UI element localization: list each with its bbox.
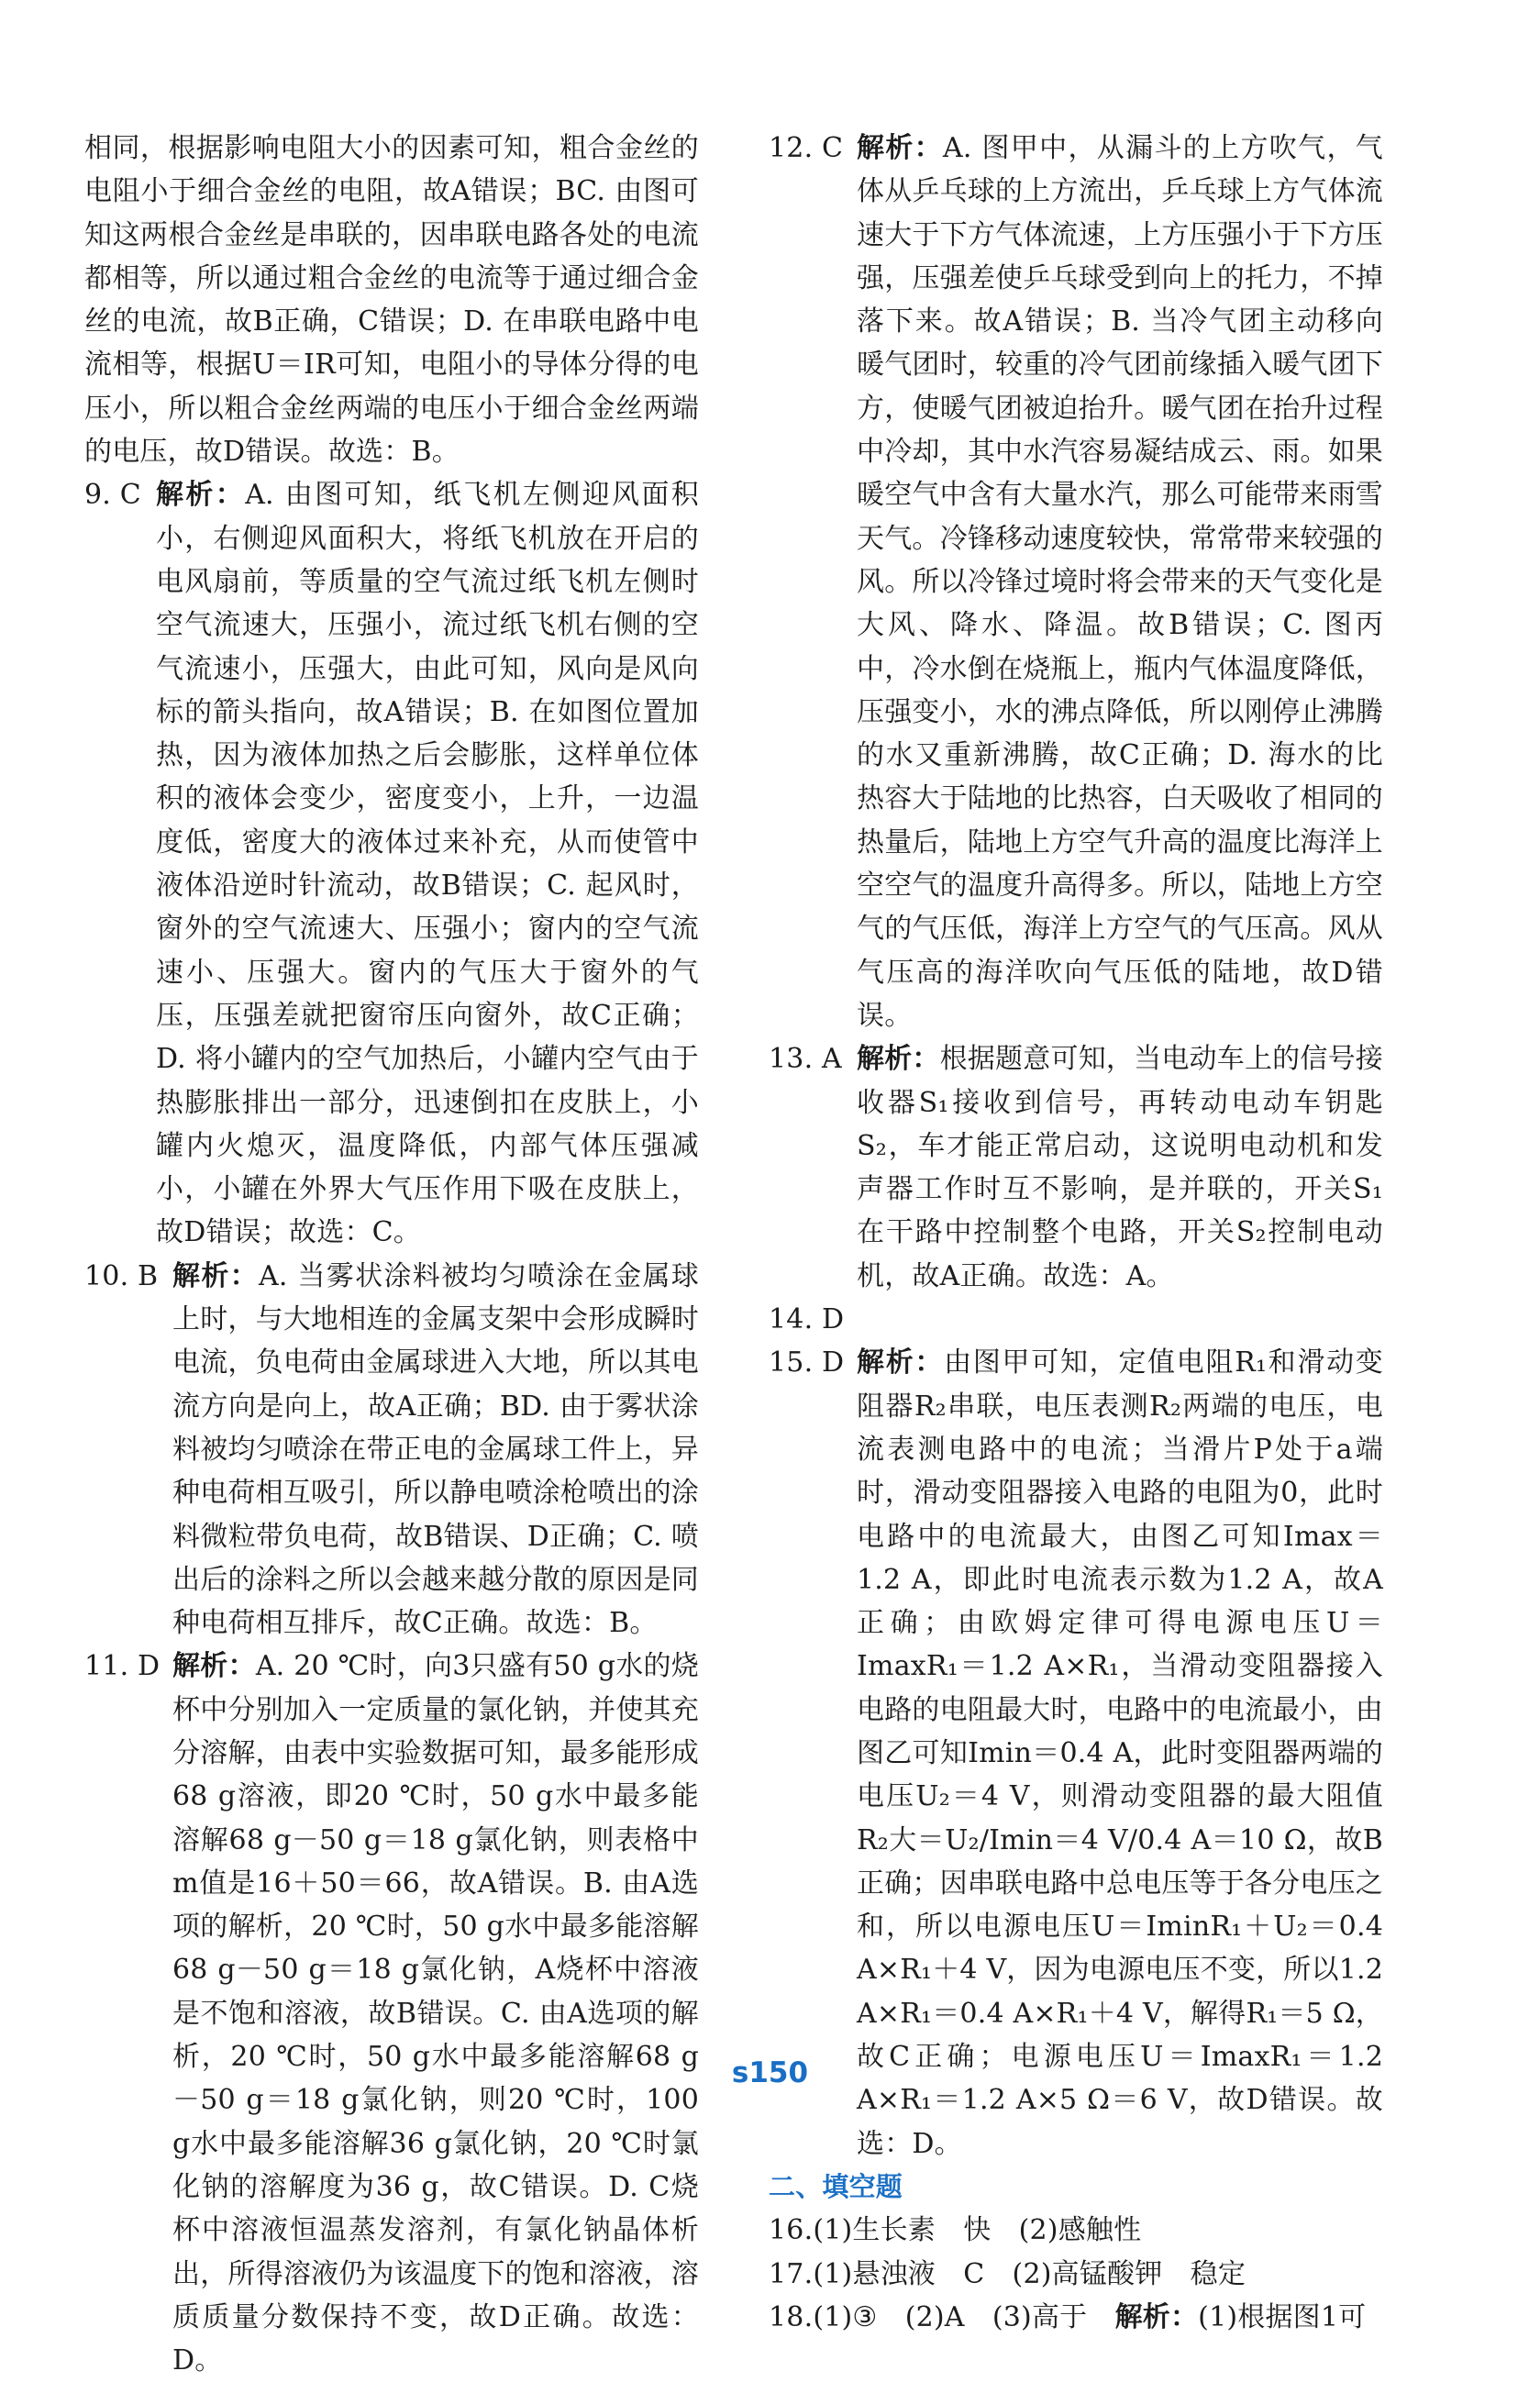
answer-14: [769, 1298, 1383, 1341]
answer-15: [769, 1341, 1383, 2166]
left-column: [84, 127, 699, 2382]
answer-14-number: 14. D: [769, 1303, 845, 1336]
answer-10-text: A. 当雾状涂料被均匀喷涂在金属球上时，与大地相连的金属支架中会形成瞬时电流，负电荷由金属球进入大地，所以其电流方向是向上，故A正确；BD. 由于雾状涂料被均匀喷涂在带正电的金属球工件上，异种电荷相互吸引，所以静电喷涂枪喷出的涂料微粒带负电荷，故B错误、D正确；C. 喷出后的涂料之所以会越来越分散的原因是同种电荷相互排斥，故C正确。故选：B。: [172, 1259, 699, 1640]
answer-9-label: 解析：: [156, 479, 246, 512]
section-title-fill-in: 二、填空题: [769, 2170, 903, 2202]
page-number: s150: [731, 2056, 809, 2089]
answer-11-label: 解析：: [172, 1650, 256, 1683]
answer-13-label: 解析：: [857, 1043, 940, 1076]
answer-13-text: 根据题意可知，当电动车上的信号接收器S₁接收到信号，再转动电动车钥匙S₂，车才能正常启动，这说明电动机和发声器工作时互不影响，是并联的，开关S₁在干路中控制整个电路，开关S₂控制电动机，故A正确。故选：A。: [857, 1043, 1383, 1292]
answer-15-label: 解析：: [857, 1346, 945, 1379]
answer-17-number: 17.: [769, 2257, 814, 2290]
answer-16: [769, 2209, 1383, 2252]
answer-16-number: 16.: [769, 2214, 814, 2247]
answer-13-number: 13. A: [769, 1043, 842, 1076]
answer-9-number: 9. C: [84, 479, 141, 512]
answer-9-text: A. 由图可知，纸飞机左侧迎风面积小，右侧迎风面积大，将纸飞机放在开启的电风扇前，等质量的空气流过纸飞机左侧时空气流速大，压强小，流过纸飞机右侧的空气流速小，压强大，由此可知，风向是风向标的箭头指向，故A错误；B. 在如图位置加热，因为液体加热之后会膨胀，这样单位体积的液体会变少，密度变小，上升，一边温度低，密度大的液体过来补充，从而使管中液体沿逆时针流动，故B错误；C. 起风时，窗外的空气流速大、压强小；窗内的空气流速小、压强大。窗内的气压大于窗外的气压，压强差就把窗帘压向窗外，故C正确；D. 将小罐内的空气加热后，小罐内空气由于热膨胀排出一部分，迅速倒扣在皮肤上，小罐内火熄灭，温度降低，内部气体压强减小，小罐在外界大气压作用下吸在皮肤上，故D错误；故选：C。: [156, 479, 700, 1249]
answer-9: [84, 473, 699, 1254]
answer-12: [769, 127, 1383, 1037]
right-column: [769, 127, 1383, 2339]
answer-18-tail: (1)根据图1可: [1198, 2300, 1367, 2333]
answer-8-continuation: 相同，根据影响电阻大小的因素可知，粗合金丝的电阻小于细合金丝的电阻，故A错误；BC. 由图可知这两根合金丝是串联的，因串联电路各处的电流都相等，所以通过粗合金丝的电流等于通过细合金丝的电流，故B正确，C错误；D. 在串联电路中电流相等，根据U＝IR可知，电阻小的导体分得的电压小，所以粗合金丝两端的电压小于细合金丝两端的电压，故D错误。故选：B。: [84, 132, 699, 469]
answer-11-number: 11. D: [84, 1650, 161, 1683]
answer-15-text: 由图甲可知，定值电阻R₁和滑动变阻器R₂串联，电压表测R₂两端的电压，电流表测电路中的电流；当滑片P处于a端时，滑动变阻器接入电路的电阻为0，此时电路中的电流最大，由图乙可知Imax＝1.2 A，即此时电流表示数为1.2 A，故A正确；由欧姆定律可得电源电压U＝ImaxR₁＝1.2 A×R₁，当滑动变阻器接入电路的电阻最大时，电路中的电流最小，由图乙可知Imin＝0.4 A，此时变阻器两端的电压U₂＝4 V，则滑动变阻器的最大阻值R₂大＝U₂/Imin＝4 V/0.4 A＝10 Ω，故B正确；因串联电路中总电压等于各分电压之和，所以电源电压U＝IminR₁＋U₂＝0.4 A×R₁＋4 V，因为电源电压不变，所以1.2 A×R₁＝0.4 A×R₁＋4 V，解得R₁＝5 Ω，故C正确；电源电压U＝ImaxR₁＝1.2 A×R₁＝1.2 A×5 Ω＝6 V，故D错误。故选：D。: [857, 1346, 1384, 2160]
answer-18-text: (1)③ (2)A (3)高于: [813, 2300, 1115, 2333]
answer-17-text: (1)悬浊液 C (2)高锰酸钾 稳定: [813, 2257, 1246, 2290]
answer-11: [84, 1645, 699, 2382]
answer-10: [84, 1255, 699, 1645]
answer-12-label: 解析：: [857, 132, 943, 164]
answer-18-label: 解析：: [1114, 2300, 1199, 2333]
answer-10-label: 解析：: [172, 1259, 259, 1292]
answer-18: [769, 2296, 1383, 2339]
answer-15-number: 15. D: [769, 1346, 845, 1379]
answer-12-number: 12. C: [769, 132, 844, 164]
answer-11-text: A. 20 ℃时，向3只盛有50 g水的烧杯中分别加入一定质量的氯化钠，并使其充分溶解，由表中实验数据可知，最多能形成68 g溶液，即20 ℃时，50 g水中最多能溶解68 g－50 g＝18 g氯化钠，则表格中m值是16＋50＝66，故A错误。B. 由A选项的解析，20 ℃时，50 g水中最多能溶解68 g－50 g＝18 g氯化钠，A烧杯中溶液是不饱和溶液，故B错误。C. 由A选项的解析，20 ℃时，50 g水中最多能溶解68 g－50 g＝18 g氯化钠，则20 ℃时，100 g水中最多能溶解36 g氯化钠，20 ℃时氯化钠的溶解度为36 g，故C错误。D. C烧杯中溶液恒温蒸发溶剂，有氯化钠晶体析出，所得溶液仍为该温度下的饱和溶液，溶质质量分数保持不变，故D正确。故选：D。: [172, 1650, 699, 2377]
answer-12-text: A. 图甲中，从漏斗的上方吹气，气体从乒乓球的上方流出，乒乓球上方气体流速大于下方气体流速，上方压强小于下方压强，压强差使乒乓球受到向上的托力，不掉落下来。故A错误；B. 当冷气团主动移向暖气团时，较重的冷气团前缘插入暖气团下方，使暖气团被迫抬升。暖气团在抬升过程中冷却，其中水汽容易凝结成云、雨。如果暖空气中含有大量水汽，那么可能带来雨雪天气。冷锋移动速度较快，常常带来较强的风。所以冷锋过境时将会带来的天气变化是大风、降水、降温。故B错误；C. 图丙中，冷水倒在烧瓶上，瓶内气体温度降低，压强变小，水的沸点降低，所以刚停止沸腾的水又重新沸腾，故C正确；D. 海水的比热容大于陆地的比热容，白天吸收了相同的热量后，陆地上方空气升高的温度比海洋上空空气的温度升高得多。所以，陆地上方空气的气压低，海洋上方空气的气压高。风从气压高的海洋吹向气压低的陆地，故D错误。: [857, 132, 1383, 1032]
answer-17: [769, 2253, 1383, 2296]
answer-18-number: 18.: [769, 2300, 814, 2333]
answer-16-text: (1)生长素 快 (2)感触性: [813, 2214, 1142, 2247]
answer-13: [769, 1037, 1383, 1298]
answer-10-number: 10. B: [84, 1259, 159, 1292]
